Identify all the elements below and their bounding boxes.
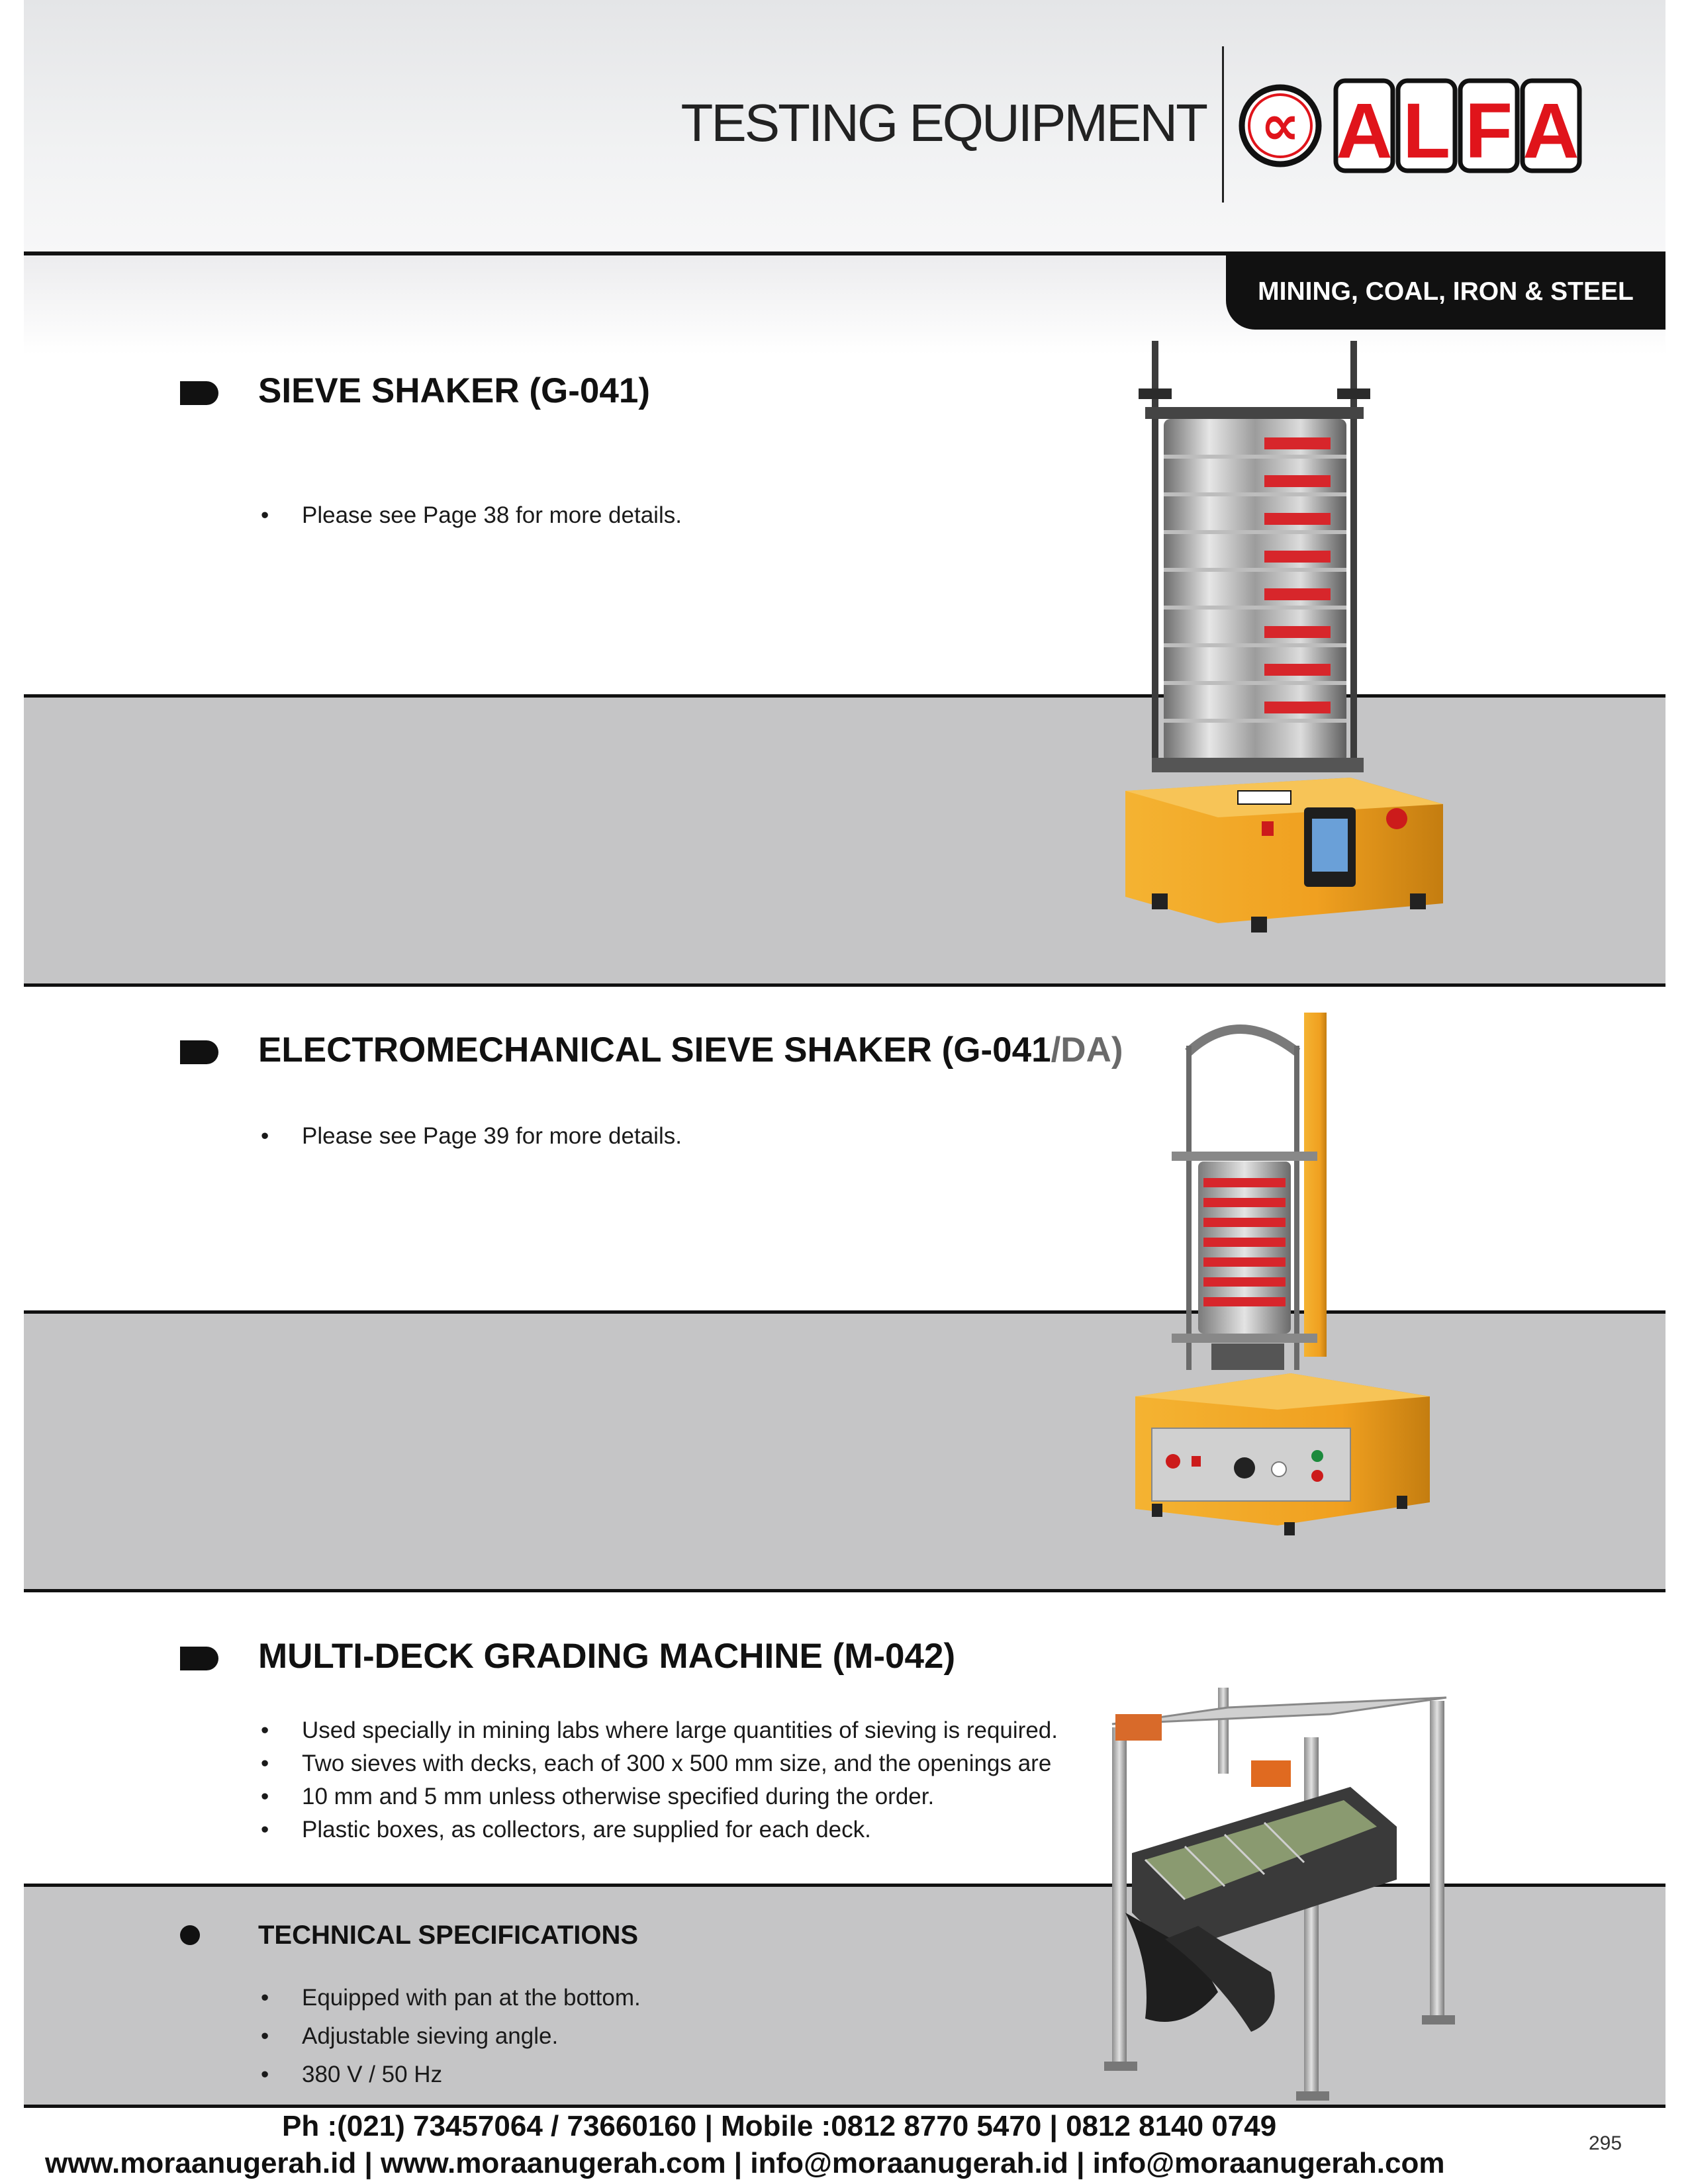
- title-main: ELECTROMECHANICAL SIEVE SHAKER (G-041: [258, 1030, 1051, 1069]
- logo-letter: L: [1402, 87, 1451, 175]
- alfa-logo: [1237, 73, 1594, 179]
- section-marker: [180, 1040, 218, 1064]
- list-item: • 10 mm and 5 mm unless otherwise specified during the order.: [261, 1780, 1121, 1813]
- section-rule: [24, 1589, 1665, 1592]
- multi-deck-bullets: [261, 1714, 1121, 1846]
- section-marker: [180, 1647, 218, 1670]
- electromechanical-bullets: [261, 1120, 1055, 1153]
- list-item: • Used specially in mining labs where large quantities of sieving is required.: [261, 1714, 1121, 1747]
- footer-rule: [24, 2105, 1665, 2108]
- logo-letter: A: [1336, 87, 1393, 175]
- section-title-multi-deck-grading-machine: MULTI-DECK GRADING MACHINE (M-042): [258, 1637, 956, 1676]
- section-title-electromechanical-sieve-shaker: [258, 1030, 1123, 1070]
- list-item: • Plastic boxes, as collectors, are supplied for each deck.: [261, 1813, 1121, 1846]
- technical-specifications-heading: TECHNICAL SPECIFICATIONS: [258, 1921, 639, 1950]
- multi-deck-grading-machine-photo: [1086, 1688, 1483, 2105]
- logo-symbol: ∝: [1260, 93, 1300, 158]
- list-item: • Adjustable sieving angle.: [261, 2017, 1055, 2056]
- title-tail: /DA): [1051, 1030, 1123, 1069]
- page-number: 295: [1589, 2132, 1622, 2154]
- section-marker: [180, 381, 218, 405]
- header-divider: [1222, 46, 1224, 203]
- sieve-shaker-photo: [1112, 341, 1456, 933]
- section-rule: [24, 983, 1665, 987]
- logo-letter: F: [1464, 87, 1513, 175]
- footer-web-line: www.moraanugerah.id | www.moraanugerah.com | info@moraanugerah.id | info@moraanugerah.com: [45, 2147, 1445, 2179]
- spec-marker: [180, 1925, 200, 1945]
- sieve-shaker-bullets: [261, 499, 1055, 532]
- logo-letter: A: [1523, 87, 1579, 175]
- category-tab-label: MINING, COAL, IRON & STEEL: [1258, 277, 1634, 306]
- section-title-sieve-shaker: SIEVE SHAKER (G-041): [258, 371, 650, 410]
- page-title: TESTING EQUIPMENT: [680, 93, 1206, 152]
- footer-phone-line: Ph :(021) 73457064 / 73660160 | Mobile :0812 8770 5470 | 0812 8140 0749: [282, 2110, 1277, 2142]
- list-item: • Please see Page 38 for more details.: [261, 499, 1055, 532]
- list-item: • Equipped with pan at the bottom.: [261, 1979, 1055, 2017]
- list-item: • Please see Page 39 for more details.: [261, 1120, 1055, 1153]
- electromechanical-sieve-shaker-photo: [1125, 1013, 1443, 1545]
- list-item: • Two sieves with decks, each of 300 x 500 mm size, and the openings are: [261, 1747, 1121, 1780]
- list-item: • 380 V / 50 Hz: [261, 2056, 1055, 2094]
- spec-bullets: [261, 1979, 1055, 2094]
